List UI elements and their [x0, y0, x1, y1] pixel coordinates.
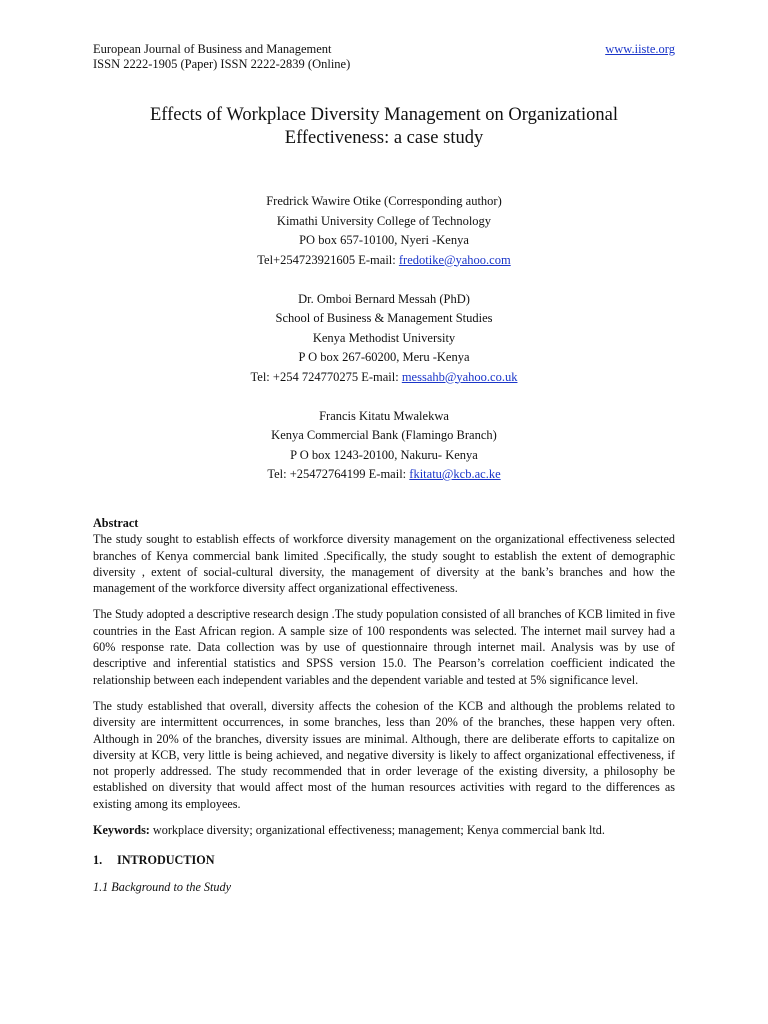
author-contact-text: Tel+254723921605 E-mail:	[257, 252, 399, 267]
author-contact	[93, 465, 675, 485]
author-address: P O box 267-60200, Meru -Kenya	[298, 350, 470, 364]
author-email-link[interactable]: fkitatu@kcb.ac.ke	[409, 467, 501, 481]
running-header	[93, 42, 675, 72]
author-affiliation: Kimathi University College of Technology	[276, 213, 492, 228]
author-contact	[93, 251, 675, 271]
keywords-text: workplace diversity; organizational effectiveness; management; Kenya commercial bank ltd.	[149, 823, 605, 838]
author-block-2	[93, 290, 675, 388]
title-line-1: Effects of Workplace Diversity Management on Organizational	[149, 105, 619, 125]
section-heading-introduction	[93, 852, 675, 868]
author-email-link[interactable]: fredotike@yahoo.com	[398, 252, 511, 267]
abstract-heading: Abstract	[93, 516, 139, 530]
section-number: 1.	[93, 853, 103, 868]
paper-title	[93, 104, 675, 150]
author-block-1	[93, 192, 675, 270]
author-address: PO box 657-10100, Nyeri -Kenya	[299, 233, 469, 247]
title-line-2: Effectiveness: a case study	[284, 128, 484, 148]
abstract-paragraph-2: The Study adopted a descriptive research design .The study population consisted of all branches of KCB limited in five countries in the East African region. A sample size of 100 respondents was selected. The internet mail survey had a 60% response rate. Data collection was by use of questionnaire through internet mail. Analysis was by use of descriptive and inferential statistics and SPSS version 15.0. The Pearson’s correlation coefficient indicated the relationship between each independent variables and the dependent variable and tested at 5% significance level.	[93, 607, 675, 687]
author-affiliation: Kenya Commercial Bank (Flamingo Branch)	[271, 428, 497, 442]
author-list	[93, 192, 675, 504]
author-name: Dr. Omboi Bernard Messah (PhD)	[298, 291, 470, 306]
issn-line: ISSN 2222-1905 (Paper) ISSN 2222-2839 (Online)	[93, 57, 351, 71]
journal-website-link[interactable]: www.iiste.org	[605, 42, 675, 56]
abstract-paragraph-3: The study established that overall, diversity affects the cohesion of the KCB and although the problems related to diversity are intermittent occurrences, in some branches, less than 20% of the branches, these happen very often. Although in 20% of the branches, diversity issues are minimal. Although, there are deliberate efforts to capitalize on diversity at KCB, very little is being achieved, and negative diversity is likely to affect organizational effectiveness, if not properly addressed. The study recommended that in order leverage of the existing diversity, a philosophy be established on diversity that would affect most of the human resources activities with regard to the differences as existing among its employees.	[93, 698, 675, 811]
keywords-label: Keywords:	[93, 823, 150, 838]
keywords-line	[93, 822, 675, 838]
section-title: INTRODUCTION	[117, 853, 215, 868]
author-contact-text: Tel: +254 724770275 E-mail:	[250, 369, 402, 384]
paper-body	[93, 515, 675, 895]
author-name: Fredrick Wawire Otike (Corresponding author)	[266, 194, 502, 208]
author-block-3	[93, 407, 675, 485]
author-affiliation: School of Business & Management Studies	[275, 311, 493, 325]
subsection-heading: 1.1 Background to the Study	[93, 879, 231, 894]
abstract-paragraph-1: The study sought to establish effects of workforce diversity management on the organizational effectiveness selected branches of Kenya commercial bank limited .Specifically, the study sought to establish the extent of demographic diversity , extent of social-cultural diversity, the management of diversity at the bank’s branches and how the management of the workforce diversity affect organizational effectiveness.	[93, 532, 675, 596]
author-address: P O box 1243-20100, Nakuru- Kenya	[290, 447, 478, 462]
author-contact	[93, 368, 675, 388]
author-email-link[interactable]: messahb@yahoo.co.uk	[401, 369, 518, 384]
author-affiliation-2: Kenya Methodist University	[312, 330, 456, 345]
author-contact-text: Tel: +25472764199 E-mail:	[267, 467, 410, 481]
journal-name: European Journal of Business and Management	[93, 42, 332, 56]
author-name: Francis Kitatu Mwalekwa	[319, 408, 449, 423]
